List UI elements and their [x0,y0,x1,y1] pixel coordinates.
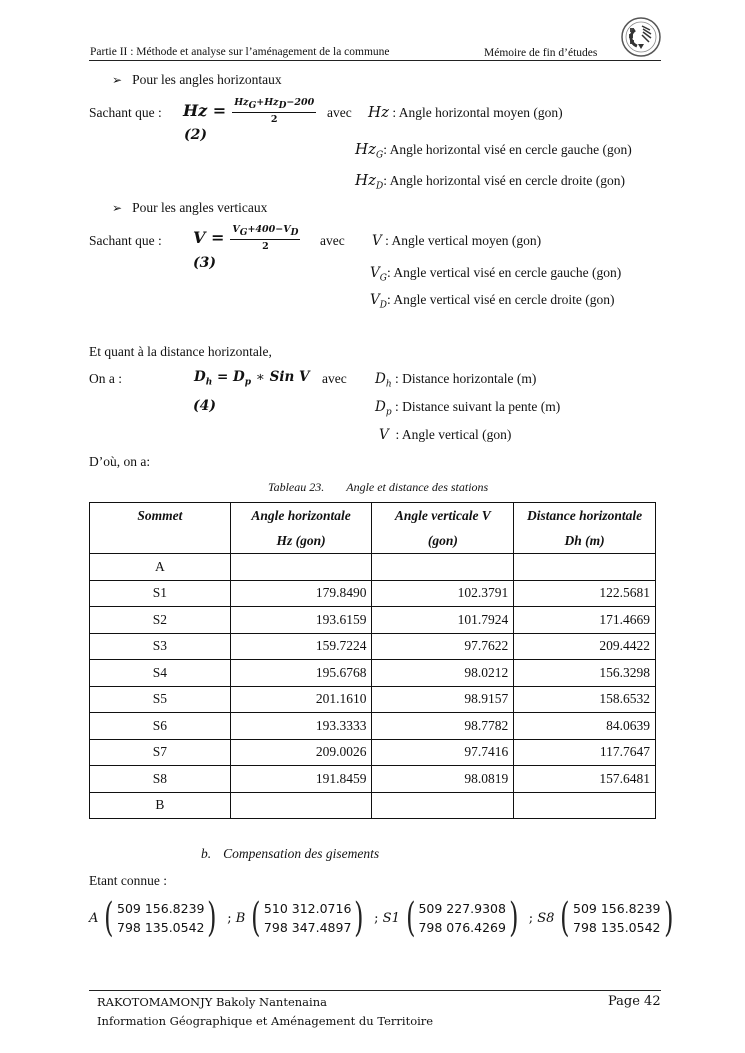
coordinate-vector: ( 509 156.8239 798 135.0542 ) [560,895,673,941]
table-row: S3 159.7224 97.7622 209.4422 [90,633,656,660]
def-dp: $D_p$ : Distance suivant la pente (m) [375,399,561,418]
header-hz: Angle horizontale Hz (gon) [230,503,372,554]
page-number: Page 42 [608,994,661,1009]
table-row: A [90,554,656,581]
lead-text: On a : [89,371,122,386]
stations-table [89,502,656,819]
header-rule [89,60,661,61]
coordinate-vector: ( 509 227.9308 798 076.4269 ) [405,895,519,941]
header-sommet: Sommet [90,503,231,554]
conclusion-text: D’où, on a: [89,454,151,469]
lead-text: Sachant que : [89,233,162,248]
header-v: Angle verticale V (gon) [372,503,514,554]
header-dh: Distance horizontale Dh (m) [514,503,656,554]
coordinate-list: A ( 509 156.8239 798 135.0542 ) ; B ( 510 312.0716 798 347.4897 ) ; S1 ( 509 227.9308 798 076.4269 ) ; S8 ( 509 156.8239 798 135.0542 ) [89,898,679,938]
header-section-title: Partie II : Méthode et analyse sur l’aménagement de la commune [90,46,390,58]
table-row: B [90,792,656,819]
table-row: S8 191.8459 98.0819 157.6481 [90,766,656,793]
avec-label: avec [327,105,352,120]
def-hzg: $Hz_G$: Angle horizontal visé en cercle gauche (gon) [355,140,632,161]
table-row: S4 195.6768 98.0212 156.3298 [90,660,656,687]
known-points-intro: Etant connue : [89,873,167,888]
table-row: S2 193.6159 101.7924 171.4669 [90,607,656,634]
def-v: V : Angle vertical moyen (gon) [372,233,542,249]
table-caption: Tableau 23. Angle et distance des stations [268,480,489,494]
table-row: S1 179.8490 102.3791 122.5681 [90,580,656,607]
footer-rule [89,990,661,991]
avec-label: avec [320,233,345,248]
formula-dh: $D_h = D_p$ ∗ Sin V [194,369,310,388]
arrow-bullet-icon: ➢ [112,73,123,87]
bullet-vertical-angles: ➢ Pour les angles verticaux [112,200,268,215]
header-document-type: Mémoire de fin d’études [484,47,598,59]
coordinate-vector: ( 509 156.8239 798 135.0542 ) [104,895,217,941]
def-dh: $D_h$ : Distance horizontale (m) [375,371,537,390]
lead-text: Sachant que : [89,105,162,120]
equation-number: (2) [184,127,207,143]
formula-hz: Hz = $\frac{Hz_G+Hz_D-200}{2}$ [183,97,315,125]
equation-number: (3) [193,255,216,271]
table-row: S7 209.0026 97.7416 117.7647 [90,739,656,766]
arrow-bullet-icon: ➢ [112,201,123,215]
table-row: S6 193.3333 98.7782 84.0639 [90,713,656,740]
def-hz: Hz : Angle horizontal moyen (gon) [368,103,563,121]
bullet-horizontal-angles: ➢ Pour les angles horizontaux [112,72,282,87]
avec-label: avec [322,371,347,386]
footer-program: Information Géographique et Aménagement du Territoire [97,1014,434,1028]
def-vd: $V_D$: Angle vertical visé en cercle droite (gon) [370,292,615,311]
footer-author: RAKOTOMAMONJY Bakoly Nantenaina [97,995,327,1009]
def-vg: $V_G$: Angle vertical visé en cercle gauche (gon) [370,265,622,284]
formula-v: V = $\frac{V_G+400-V_D}{2}$ [193,224,299,252]
def-hzd: $Hz_D$: Angle horizontal visé en cercle droite (gon) [355,171,625,192]
table-header-row [90,503,656,554]
table-row: S5 201.1610 98.9157 158.6532 [90,686,656,713]
equation-number: (4) [193,398,216,414]
subsection-heading: b. Compensation des gisements [201,846,380,861]
def-v: V : Angle vertical (gon) [379,427,512,443]
distance-intro: Et quant à la distance horizontale, [89,344,272,359]
coordinate-vector: ( 510 312.0716 798 347.4897 ) [251,895,364,941]
university-logo-icon [620,16,662,58]
